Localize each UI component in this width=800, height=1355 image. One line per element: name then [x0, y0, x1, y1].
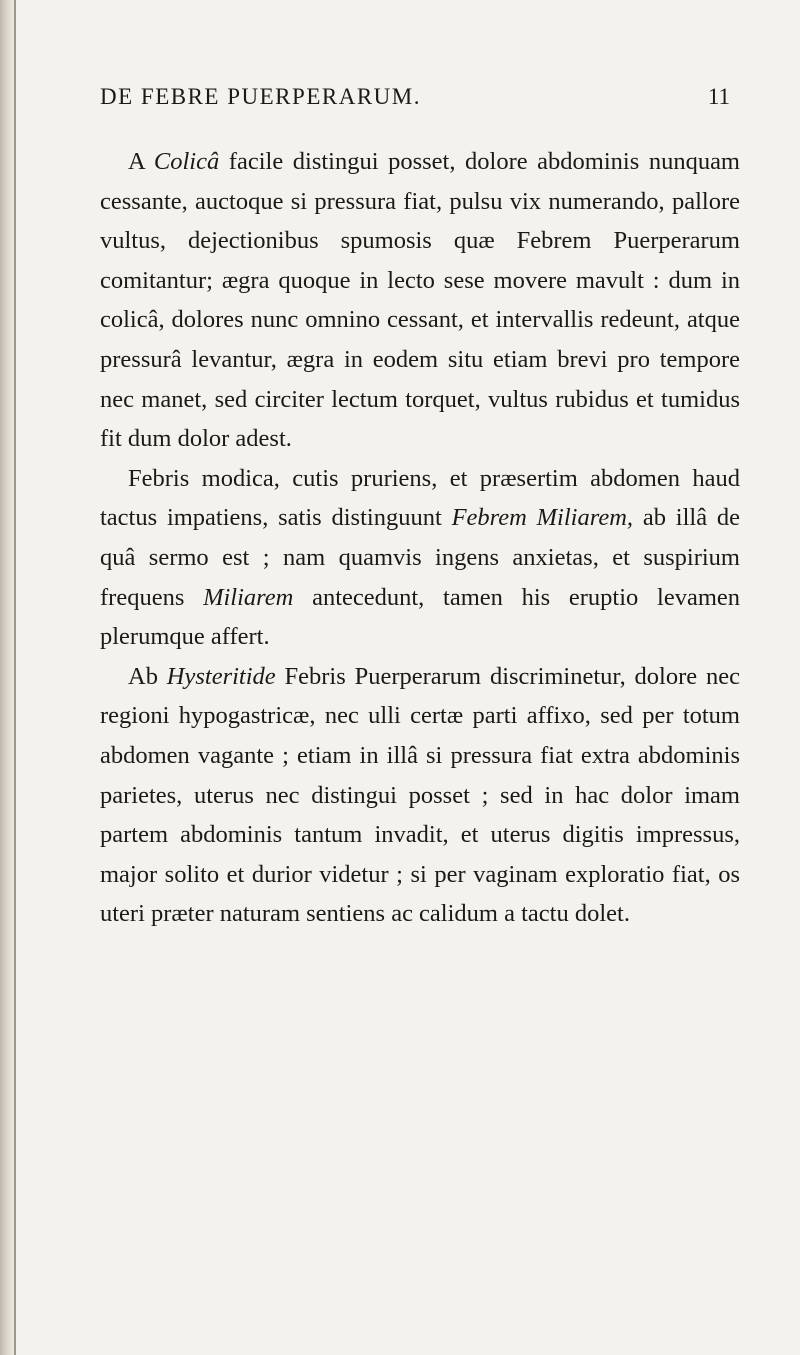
term-miliarem: Miliarem — [203, 583, 294, 611]
paragraph-body: Febris Puerperarum discriminetur, dolore nec regioni hypogastricæ, nec ulli certæ parti affixo, sed per totum abdomen vagante ; etiam in illâ si pressura fiat extra abdominis parietes, uterus nec distingui posset ; sed in hac dolor imam partem abdominis tantum invadit, et uterus digitis impressus, major solito et durior videtur ; si per vaginam exploratio fiat, os uteri præter naturam sentiens ac calidum a tactu dolet. — [100, 662, 740, 928]
paragraph-body: antecedunt, tamen his eruptio levamen plerumque affert. — [100, 583, 740, 651]
page-edge-line — [14, 0, 16, 1355]
paragraph-lead: A — [128, 148, 154, 175]
term-febris-miliaris: Febrem Miliarem, — [451, 504, 634, 532]
page-gutter-shadow — [0, 0, 14, 1355]
running-title: DE FEBRE PUERPERARUM. — [100, 84, 421, 109]
paragraph-body: facile distingui posset, dolore abdominis nunquam cessante, auctoque si pressura fiat, pulsu vix numerando, pallore vultus, dejectionibus spumosis quæ Febrem Puerperarum comitantur; ægra quoque in lecto sese movere mavult : dum in colicâ, dolores nunc omnino cessant, et intervallis redeunt, atque pressurâ levantur, ægra in eodem situ etiam brevi pro tempore nec manet, sed circiter lectum torquet, vultus rubidus et tumidus fit dum dolor adest. — [100, 148, 740, 453]
paragraph-colica — [100, 142, 740, 459]
term-colica: Colicâ — [153, 148, 220, 175]
paragraph-miliaris — [100, 459, 740, 657]
paragraph-hysteritis — [100, 657, 740, 934]
page-number: 11 — [707, 84, 730, 109]
body-text — [100, 142, 740, 934]
page-header — [100, 84, 730, 124]
paragraph-lead: Ab — [128, 662, 167, 690]
paragraph-lead: Febris modica, cutis pruriens, et præsertim abdomen haud tactus impatiens, satis distinguunt — [100, 464, 740, 532]
paragraph-middle: ab illâ de quâ sermo est ; nam quamvis ingens anxietas, et suspirium frequens — [100, 504, 740, 611]
term-hysteritis: Hysteritide — [166, 662, 276, 690]
